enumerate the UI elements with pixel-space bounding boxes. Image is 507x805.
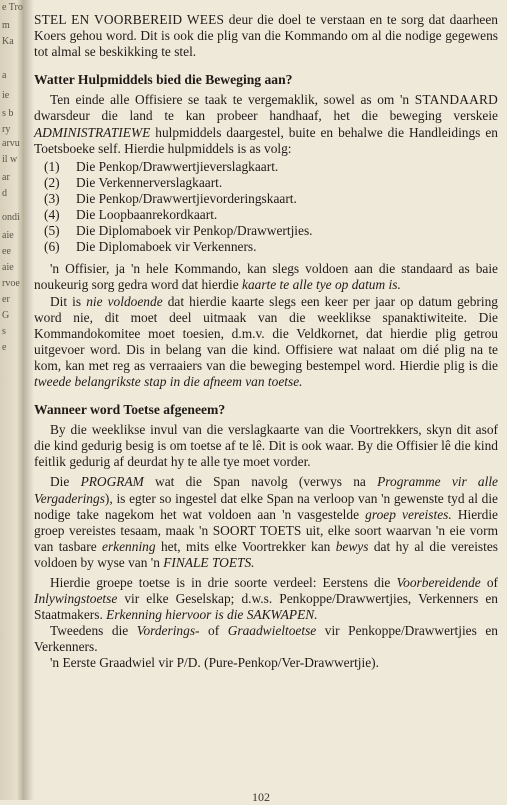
list-number: (6)	[44, 239, 60, 255]
text-run: Inlywingstoetse	[34, 591, 118, 607]
margin-fragment: il w	[2, 154, 18, 165]
text-run: ), is egter so ingestel dat elke Span na verloop van 'n gewenste tyd al die nodige take nagekom het wat voldoen aan 'n vasgestelde	[34, 490, 498, 522]
section-heading-hulpmiddels: Watter Hulpmiddels bied die Beweging aan?	[34, 72, 293, 88]
list-item	[44, 191, 498, 207]
text-run: Programme vir alle Vergaderings	[34, 474, 498, 506]
paragraph	[34, 474, 498, 571]
text-run: Hierdie groepe toetse is in drie soorte verdeel: Eerstens die	[50, 575, 397, 590]
intro-lead: STEL EN VOORBEREID WEES	[34, 12, 225, 27]
paragraph: 'n Eerste Graadwiel vir P/D. (Pure-Penkop/Ver-Drawwertjie).	[50, 655, 379, 671]
text-run: ADMINISTRATIEWE	[34, 124, 151, 140]
book-page	[34, 12, 498, 672]
text-run: nie voldoende	[86, 293, 163, 309]
text-run: of	[480, 575, 498, 590]
margin-fragment: s	[2, 326, 6, 337]
margin-fragment: d	[2, 188, 7, 199]
text-run: FINALE TOETS.	[163, 554, 255, 570]
list-number: (2)	[44, 174, 60, 190]
list-number: (5)	[44, 223, 60, 239]
text-run: groep vereistes.	[365, 506, 452, 522]
text-run: het, mits elke Voortrekker kan	[155, 538, 336, 554]
tools-list	[44, 159, 498, 256]
list-item	[44, 239, 498, 255]
page-number: 102	[252, 790, 270, 804]
margin-fragment: e Tro	[2, 2, 23, 13]
text-run: bewys	[335, 538, 369, 554]
margin-fragment: aie	[2, 230, 14, 241]
text-run: 'n Offisier, ja 'n hele Kommando, kan slegs voldoen aan die standaard as baie noukeurig sorg gedra word dat hierdie	[34, 261, 498, 293]
text-run: Graadwieltoetse	[227, 623, 317, 639]
list-number: (3)	[44, 190, 60, 206]
margin-fragment: s b	[2, 108, 14, 119]
text-run: Erkenning hiervoor is die SAKWAPEN.	[106, 607, 318, 623]
list-item	[44, 223, 498, 239]
intro-paragraph	[34, 12, 498, 60]
text-run: kaarte te alle tye op datum is.	[242, 277, 401, 293]
list-item	[44, 207, 498, 223]
margin-fragment: aie	[2, 262, 14, 273]
paragraph: By die weeklikse invul van die verslagkaarte van die Voortrekkers, skyn dit asof die kind gedurig besig is om toetse af te lê. Dit is ook waar. By die Offisier lê die kind feitlik gedurig af deurdat hy te alle tye moet vorder.	[34, 422, 498, 470]
margin-fragment: Ka	[2, 36, 14, 47]
list-text: Die Diplomaboek vir Penkop/Drawwertjies.	[76, 223, 313, 239]
paragraph	[34, 261, 498, 293]
text-run: dat hierdie kaarte slegs een keer per jaar op datum gebring word nie, dit moet deel uitmaak van die weeklikse spanaktiwiteite. Die Kommandokomitee moet toesien, d.m.v. die Veldkornet, dat hierdie plig getrou uitgevoer word. Dis in belang van die kind. Offisiere wat nalaat om dié plig na te kom, kan met reg as verraaiers van die beweging bestempel word. Hierdie plig is die	[34, 293, 498, 373]
margin-fragment: rvoe	[2, 278, 20, 289]
section-heading-toetse: Wanneer word Toetse afgeneem?	[34, 402, 226, 418]
text-run: tweede belangrikste stap in die afneem van toetse.	[34, 373, 303, 389]
text-run: vir Penkoppe/Drawwertjies en Verkenners.	[34, 623, 498, 655]
list-text: Die Verkennerverslagkaart.	[76, 174, 223, 190]
text-run: Dit is	[50, 293, 87, 309]
text-run: hulpmiddels daargestel, buite en behalwe die Handleidings en Toetsboeke self. Hierdie hulpmiddels is as volg:	[34, 124, 498, 156]
facing-page-edge	[0, 0, 24, 800]
margin-fragment: e	[2, 342, 7, 353]
paragraph	[34, 294, 498, 391]
margin-fragment: ie	[2, 90, 10, 101]
text-run: Tweedens die	[50, 623, 137, 639]
paragraph	[34, 575, 498, 623]
paragraph	[34, 623, 498, 655]
margin-fragment: m	[2, 20, 10, 31]
list-text: Die Diplomaboek vir Verkenners.	[76, 239, 257, 255]
list-number: (1)	[44, 158, 60, 174]
list-text: Die Loopbaanrekordkaart.	[76, 207, 218, 223]
text-run: wat die Span navolg (verwys na	[143, 474, 378, 490]
text-run: Ten einde alle Offisiere se taak te vergemaklik, sowel as om 'n	[50, 92, 415, 108]
gutter-shadow	[24, 0, 34, 800]
text-run: STANDAARD	[414, 92, 498, 108]
text-run: vir elke Geselskap; d.w.s. Penkoppe/Drawwertjies, Verkenners en Staatmakers.	[34, 591, 498, 623]
intro-text: deur die doel te verstaan en te sorg dat daarheen Koers gehou word. Dit is ook die plig van die Kommando om al die nodige gegewens tot almal se beskikking te stel.	[34, 12, 498, 60]
list-item	[44, 175, 498, 191]
list-item	[44, 159, 498, 175]
margin-fragment: a	[2, 70, 7, 81]
list-number: (4)	[44, 207, 60, 223]
text-run: Die	[50, 474, 81, 490]
margin-fragment: ee	[2, 246, 11, 257]
margin-fragment: er	[2, 294, 10, 305]
margin-fragment: ondi	[2, 212, 20, 223]
text-run: Hierdie groep vereistes tesaam, maak 'n SOORT TOETS uit, elke soort waarvan 'n eie vorm van tasbare	[34, 506, 498, 554]
margin-fragment: G	[2, 310, 10, 321]
text-run: PROGRAM	[80, 474, 144, 490]
text-run: dat hy al die vereistes voldoen by wyse van 'n	[34, 538, 498, 570]
text-run: dwarsdeur die land te kan probeer handhaaf, het die beweging verskeie	[34, 108, 498, 124]
text-run: erkenning	[102, 538, 156, 554]
margin-fragment: ar	[2, 172, 10, 183]
list-text: Die Penkop/Drawwertjieverslagkaart.	[76, 158, 279, 174]
margin-fragment: ry	[2, 124, 11, 135]
list-text: Die Penkop/Drawwertjievorderingskaart.	[76, 190, 297, 206]
margin-fragment: arvu	[2, 138, 20, 149]
text-run: Voorbereidende	[396, 575, 481, 590]
paragraph	[34, 92, 498, 156]
text-run: of	[199, 623, 228, 639]
text-run: Vorderings-	[136, 623, 200, 639]
